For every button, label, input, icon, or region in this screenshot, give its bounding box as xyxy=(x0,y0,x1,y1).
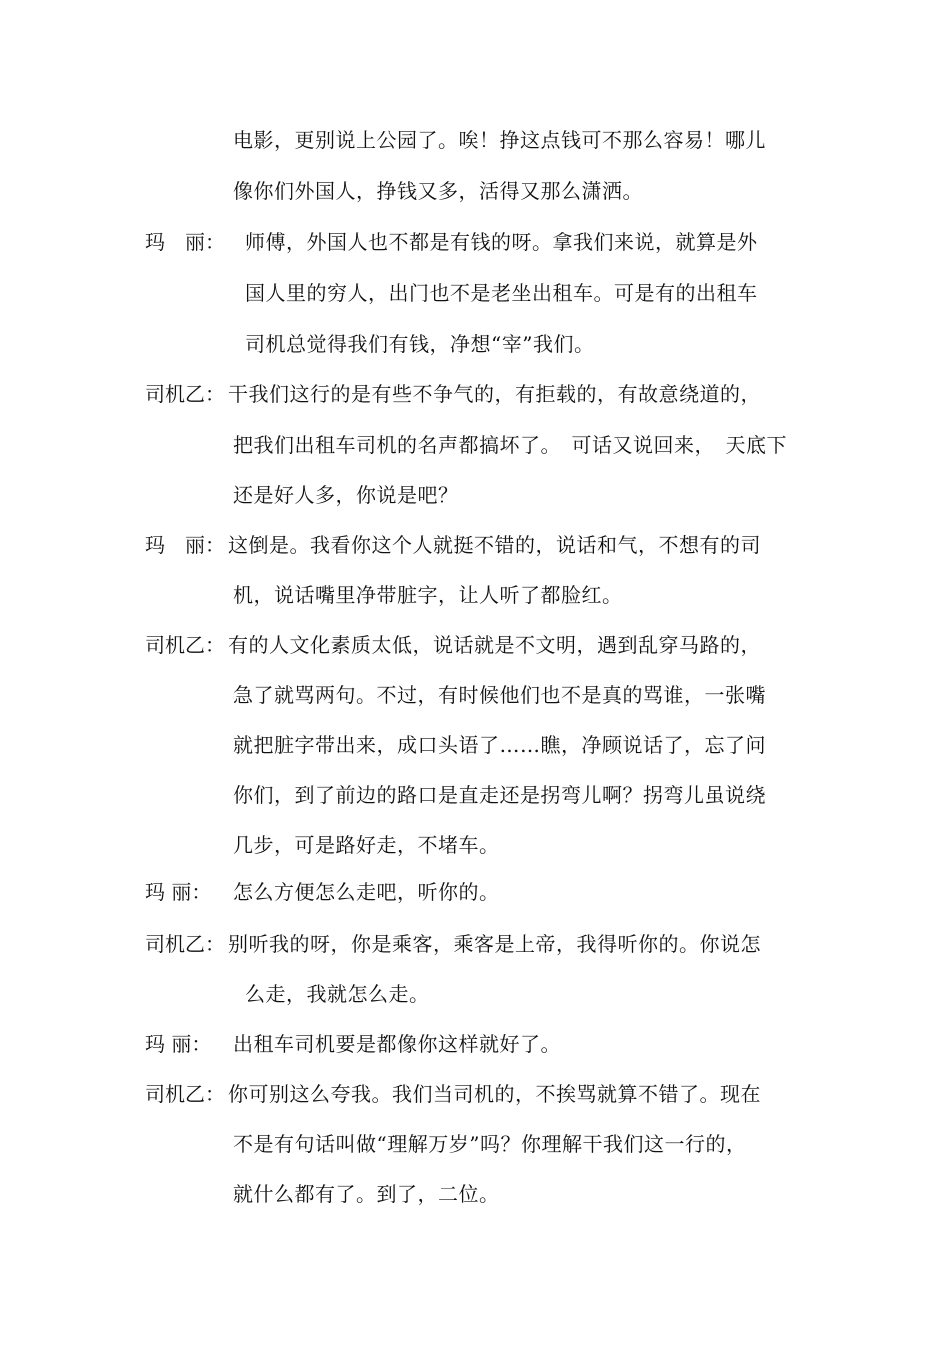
dialogue-line: 你可别这么夸我。我们当司机的，不挨骂就算不错了。现在 xyxy=(228,1082,761,1106)
dialogue-line: 这倒是。我看你这个人就挺不错的，说话和气，不想有的司 xyxy=(228,533,761,557)
dialogue-line: 司机总觉得我们有钱，净想“宰”我们。 xyxy=(245,332,595,356)
speaker-label: 玛 丽： xyxy=(145,230,225,254)
dialogue-line: 机，说话嘴里净带脏字，让人听了都脸红。 xyxy=(233,583,623,607)
dialogue-line: 怎么方便怎么走吧，听你的。 xyxy=(233,880,500,904)
dialogue-line: 电影，更别说上公园了。唉！挣这点钱可不那么容易！哪儿 xyxy=(233,128,766,152)
speaker-label: 玛 丽： xyxy=(145,533,225,557)
dialogue-line: 不是有句话叫做“理解万岁”吗？你理解干我们这一行的， xyxy=(233,1132,747,1156)
dialogue-line: 你们，到了前边的路口是直走还是拐弯儿啊？拐弯儿虽说绕 xyxy=(233,783,766,807)
dialogue-line: 就什么都有了。到了，二位。 xyxy=(233,1182,500,1206)
dialogue-line: 出租车司机要是都像你这样就好了。 xyxy=(233,1032,561,1056)
dialogue-line: 有的人文化素质太低，说话就是不文明，遇到乱穿马路的， xyxy=(228,633,761,657)
dialogue-line: 师傅，外国人也不都是有钱的呀。拿我们来说，就算是外 xyxy=(245,230,758,254)
dialogue-line: 急了就骂两句。不过，有时候他们也不是真的骂谁，一张嘴 xyxy=(233,683,766,707)
dialogue-line: 把我们出租车司机的名声都搞坏了。 可话又说回来， 天底下 xyxy=(233,433,787,457)
speaker-label: 司机乙： xyxy=(145,382,225,406)
dialogue-line: 别听我的呀，你是乘客，乘客是上帝，我得听你的。你说怎 xyxy=(228,932,761,956)
dialogue-line: 么走，我就怎么走。 xyxy=(245,982,430,1006)
speaker-label: 玛 丽： xyxy=(145,880,212,904)
dialogue-line: 干我们这行的是有些不争气的，有拒载的，有故意绕道的， xyxy=(228,382,761,406)
speaker-label: 司机乙： xyxy=(145,1082,225,1106)
speaker-label: 玛 丽： xyxy=(145,1032,212,1056)
dialogue-line: 就把脏字带出来，成口头语了……瞧，净顾说话了，忘了问 xyxy=(233,733,766,757)
dialogue-line: 还是好人多，你说是吧？ xyxy=(233,483,459,507)
dialogue-line: 几步，可是路好走，不堵车。 xyxy=(233,833,500,857)
speaker-label: 司机乙： xyxy=(145,633,225,657)
speaker-label: 司机乙： xyxy=(145,932,225,956)
dialogue-line: 国人里的穷人，出门也不是老坐出租车。可是有的出租车 xyxy=(245,281,758,305)
dialogue-line: 像你们外国人，挣钱又多，活得又那么潇洒。 xyxy=(233,179,643,203)
